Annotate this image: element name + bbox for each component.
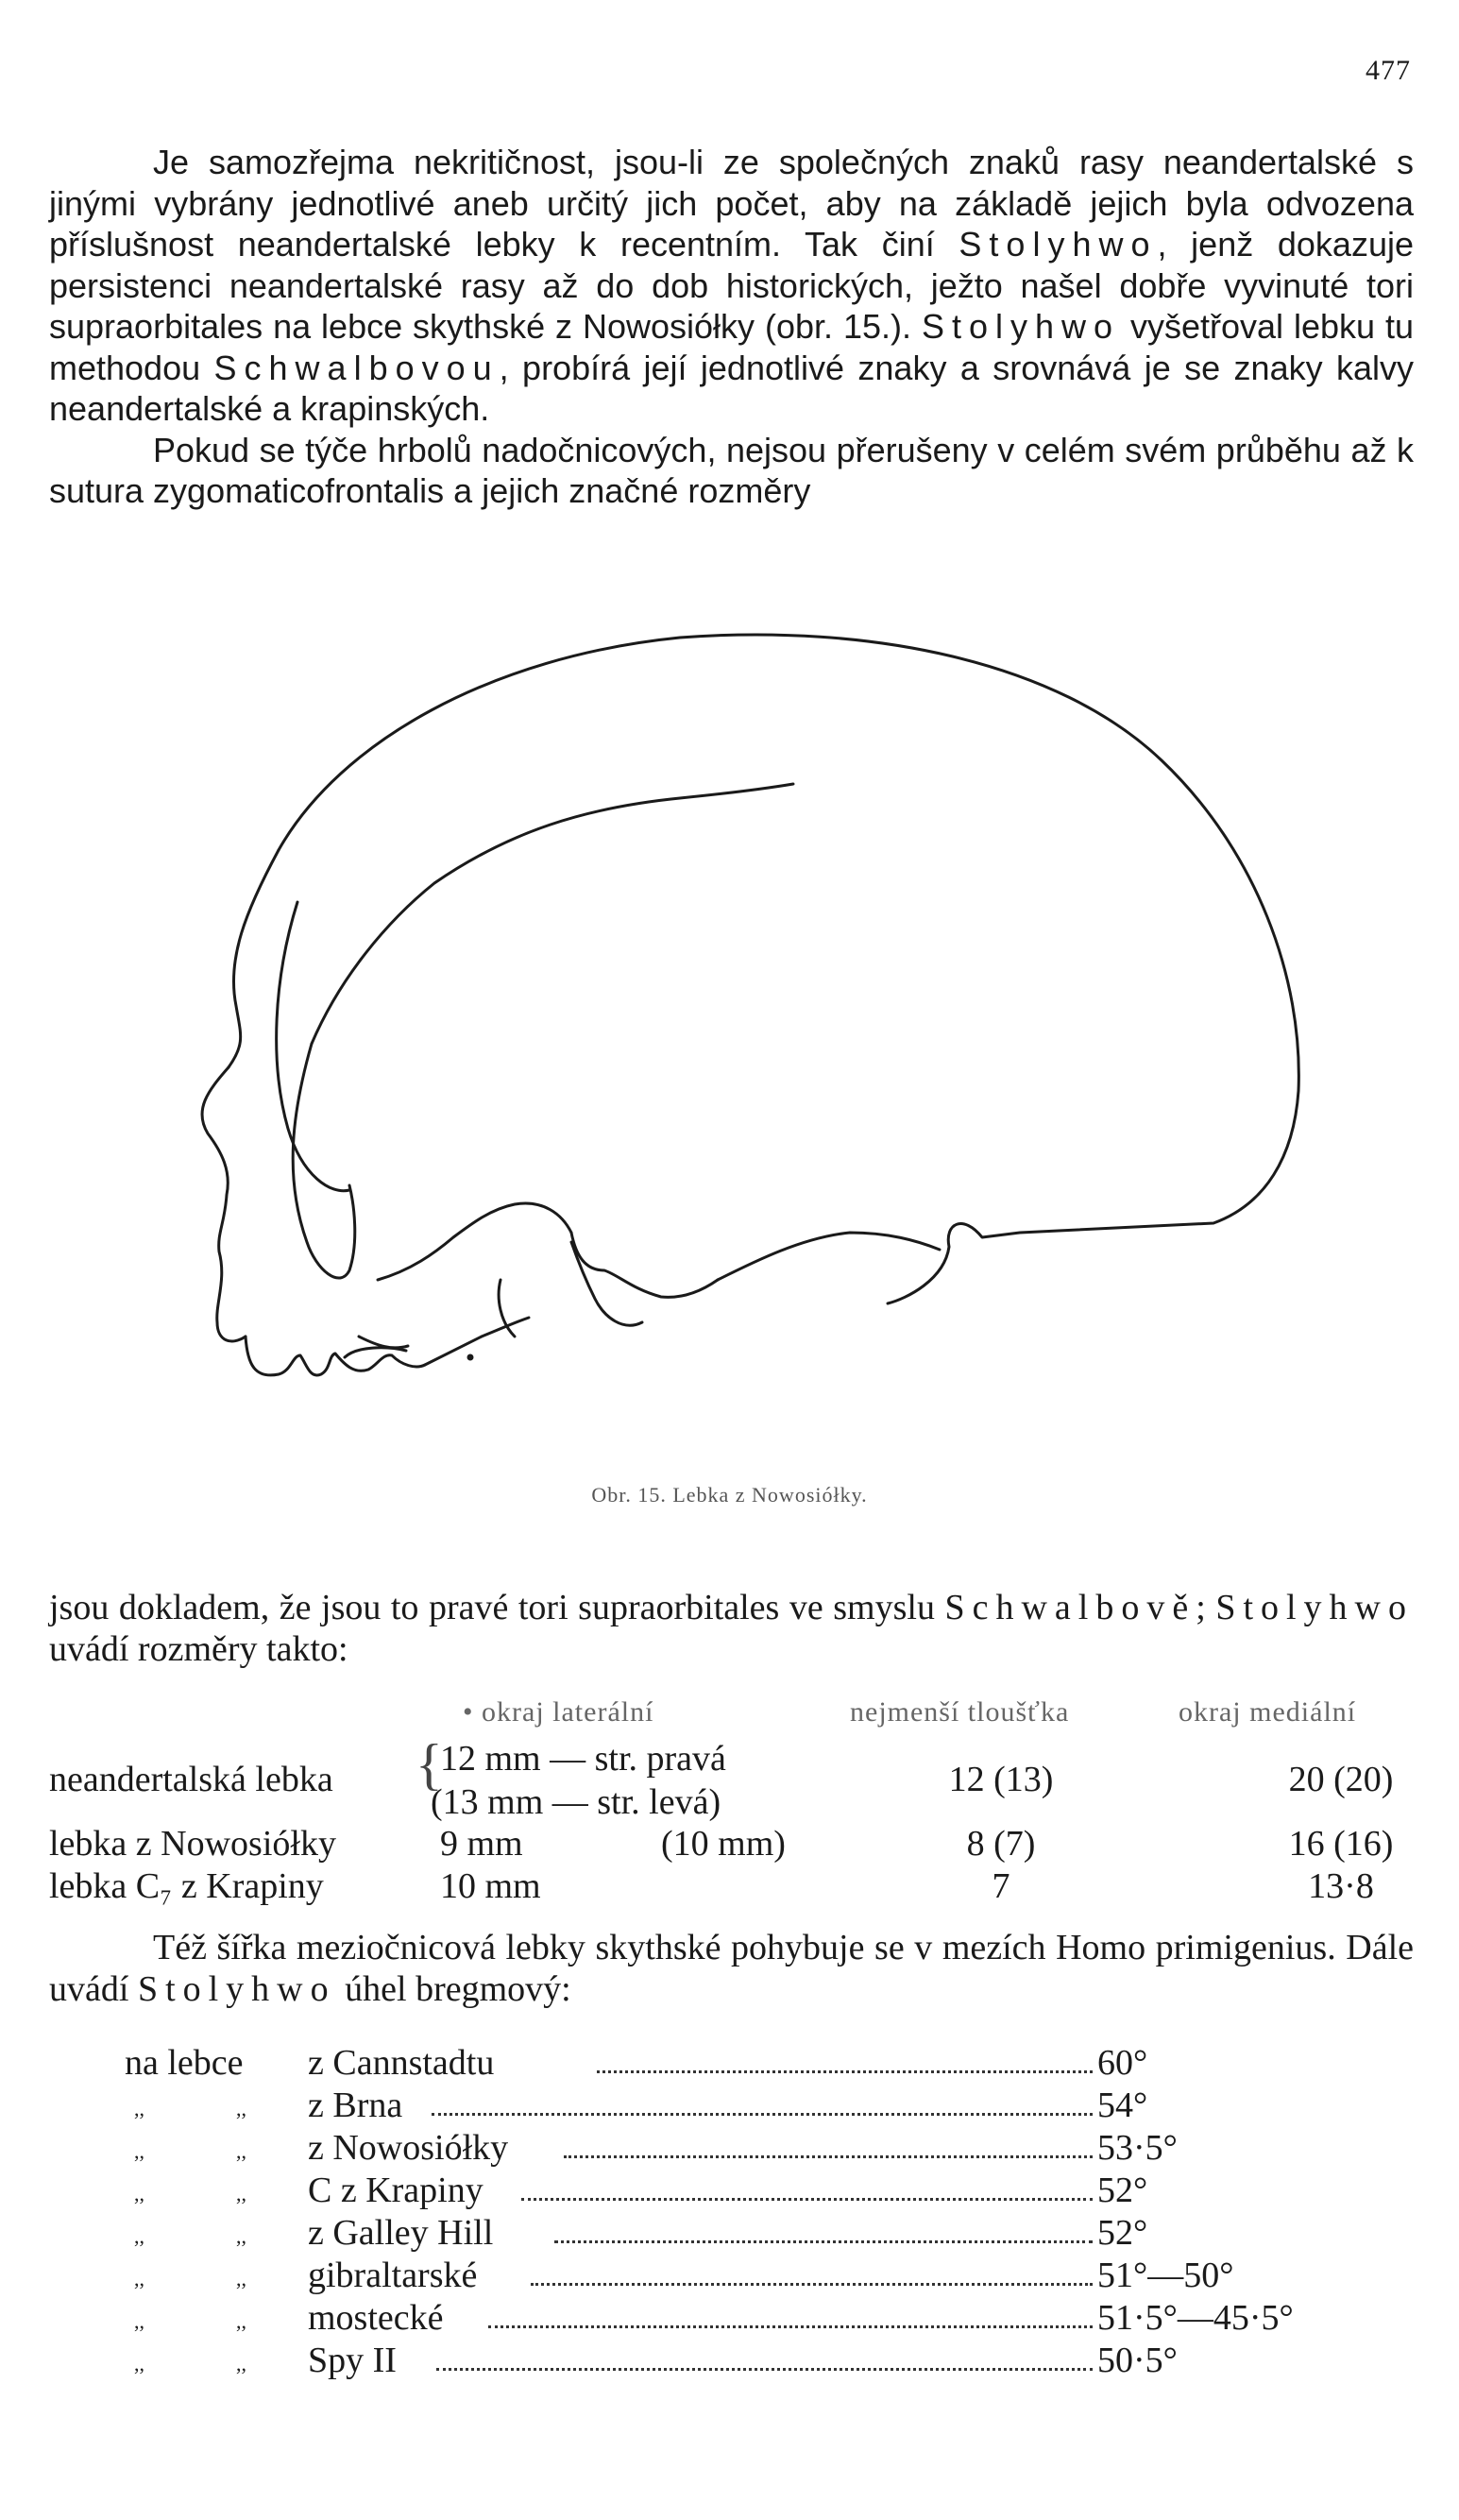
list-value: 51°—50° bbox=[1097, 2256, 1234, 2295]
maxilla-line bbox=[425, 1318, 529, 1365]
list-item bbox=[125, 2255, 1381, 2296]
text-run: , probírá její jednotlivé znaky a srovnává je se znaky kalvy neandertalské a krapinských. bbox=[49, 348, 1414, 428]
ditto-mark: ,, bbox=[236, 2182, 246, 2205]
list-label: mostecké bbox=[308, 2298, 444, 2338]
text-run: , jenž dokazuje persistenci neandertalské rasy až do dob historických, ježto našel dobře vyvinuté tori supraorbitales na lebce skythské z Nowosiółky (obr. 15.). bbox=[49, 225, 1414, 346]
leader-dots bbox=[564, 2155, 1093, 2158]
list-label: C z Krapiny bbox=[308, 2171, 484, 2210]
header-thickness: nejmenší tloušťka bbox=[850, 1696, 1070, 1728]
teeth-line bbox=[246, 1337, 425, 1375]
leader-dots bbox=[554, 2240, 1093, 2243]
list-item bbox=[125, 2340, 1381, 2381]
skull-figure bbox=[189, 619, 1322, 1450]
ditto-mark: ,, bbox=[236, 2267, 246, 2290]
thickness-value: 8 (7) bbox=[966, 1824, 1036, 1864]
ditto-mark: ,, bbox=[134, 2097, 144, 2120]
list-value: 60° bbox=[1097, 2043, 1148, 2083]
author-name: Stolyhwo bbox=[137, 1969, 336, 2009]
dot-mark bbox=[468, 1355, 472, 1359]
zygomatic-arch bbox=[378, 1203, 571, 1280]
medial-value: 20 (20) bbox=[1288, 1760, 1394, 1799]
text-run: Je samozřejma nekritičnost, jsou-li ze společných znaků rasy neandertalské s jinými vybrány jednotlivé aneb určitý jich počet, aby na základě jejich byla odvozena příslušnost neandertalské lebky k recentním. Tak činí bbox=[49, 143, 1414, 264]
text-run: ; bbox=[1196, 1588, 1216, 1627]
brace: { bbox=[416, 1733, 443, 1796]
thickness-value: 7 bbox=[992, 1866, 1010, 1906]
medial-value: 16 (16) bbox=[1288, 1824, 1394, 1864]
list-value: 52° bbox=[1097, 2213, 1148, 2253]
list-item bbox=[125, 2127, 1381, 2169]
author-name: Stolyhwo bbox=[921, 307, 1121, 346]
ditto-mark: ,, bbox=[134, 2267, 144, 2290]
list-item bbox=[125, 2297, 1381, 2339]
thickness-value: 12 (13) bbox=[948, 1760, 1054, 1799]
ditto-mark: ,, bbox=[236, 2139, 246, 2163]
ditto-mark: ,, bbox=[236, 2097, 246, 2120]
row-label: lebka z Nowosiółky bbox=[49, 1824, 336, 1864]
list-item bbox=[125, 2042, 1381, 2084]
ditto-mark: ,, bbox=[134, 2224, 144, 2248]
leader-dots bbox=[531, 2283, 1093, 2286]
leader-dots bbox=[432, 2113, 1093, 2116]
header-medial: okraj mediální bbox=[1179, 1696, 1357, 1728]
paragraph-3-text bbox=[49, 1927, 1414, 2010]
row-label: neandertalská lebka bbox=[49, 1760, 333, 1799]
leader-dots bbox=[521, 2198, 1093, 2201]
palate-detail bbox=[359, 1337, 408, 1348]
face-profile bbox=[202, 1067, 246, 1341]
text-run: vyšetřoval lebku tu methodou bbox=[49, 307, 1414, 387]
text-run: uvádí rozměry takto: bbox=[49, 1629, 348, 1669]
header-lateral-text: okraj laterální bbox=[482, 1696, 654, 1728]
paragraph-1a bbox=[49, 142, 1414, 430]
figure-caption: Obr. 15. Lebka z Nowosiółky. bbox=[591, 1483, 868, 1507]
lateral-value: 12 mm — str. pravá bbox=[440, 1739, 726, 1779]
author-name: Stolyhwo bbox=[959, 225, 1158, 264]
list-label: z Galley Hill bbox=[308, 2213, 494, 2253]
ditto-mark: ,, bbox=[134, 2352, 144, 2375]
medial-value: 13·8 bbox=[1308, 1866, 1374, 1906]
temporal-line bbox=[312, 784, 793, 1044]
list-item bbox=[125, 2085, 1381, 2126]
paragraph-2 bbox=[49, 1587, 1414, 1670]
list-label: gibraltarské bbox=[308, 2256, 478, 2295]
list-item bbox=[125, 2170, 1381, 2211]
list-label: z Nowosiółky bbox=[308, 2128, 509, 2168]
orbit-line bbox=[277, 902, 349, 1191]
text-run: jsou dokladem, že jsou to pravé tori supraorbitales ve smyslu bbox=[49, 1588, 945, 1627]
ditto-mark: ,, bbox=[134, 2309, 144, 2333]
list-value: 54° bbox=[1097, 2086, 1148, 2125]
ditto-mark: ,, bbox=[134, 2139, 144, 2163]
paragraph-1 bbox=[49, 142, 1414, 512]
author-name: Schwalbovou bbox=[213, 348, 500, 387]
lateral-value: 9 mm bbox=[440, 1824, 523, 1864]
paragraph-2-text bbox=[49, 1587, 1414, 1670]
frontal-line bbox=[229, 850, 279, 1067]
ditto-mark: ,, bbox=[134, 2182, 144, 2205]
list-value: 53·5° bbox=[1097, 2128, 1178, 2168]
skull-outline bbox=[279, 635, 1298, 1303]
text-run: Též šířka meziočnicová lebky skythské pohybuje se v mezích Homo primigenius. Dále uvádí bbox=[49, 1928, 1414, 2009]
ditto-mark: ,, bbox=[236, 2352, 246, 2375]
lateral-value: (13 mm — str. levá) bbox=[431, 1782, 721, 1822]
paragraph-1b: Pokud se týče hrbolů nadočnicových, nejsou přerušeny v celém svém průběhu až k sutura zygomaticofrontalis a jejich značné rozměry bbox=[49, 430, 1414, 510]
author-name: Schwalbově bbox=[944, 1588, 1196, 1627]
list-item bbox=[125, 2212, 1381, 2254]
leader-dots bbox=[597, 2070, 1093, 2073]
page-number: 477 bbox=[1366, 55, 1411, 86]
list-value: 52° bbox=[1097, 2171, 1148, 2210]
header-lateral: • okraj laterální bbox=[463, 1696, 654, 1728]
row-label: lebka C₇ z Krapiny bbox=[49, 1866, 324, 1906]
list-label: z Cannstadtu bbox=[308, 2043, 495, 2083]
ditto-mark: ,, bbox=[236, 2224, 246, 2248]
list-prefix: na lebce bbox=[125, 2043, 244, 2083]
author-name: Stolyhwo bbox=[1215, 1588, 1415, 1627]
lateral-value: (10 mm) bbox=[661, 1824, 786, 1864]
mastoid-line bbox=[571, 1233, 718, 1297]
list-label: Spy II bbox=[308, 2341, 397, 2380]
list-label: z Brna bbox=[308, 2086, 403, 2125]
list-value: 51·5°—45·5° bbox=[1097, 2298, 1294, 2338]
leader-dots bbox=[436, 2368, 1093, 2371]
leader-dots bbox=[488, 2325, 1093, 2328]
text-run: úhel bregmový: bbox=[335, 1969, 571, 2009]
occipital-base bbox=[718, 1233, 940, 1280]
list-value: 50·5° bbox=[1097, 2341, 1178, 2380]
ditto-mark: ,, bbox=[236, 2309, 246, 2333]
lateral-value: 10 mm bbox=[440, 1866, 541, 1906]
paragraph-3 bbox=[49, 1927, 1414, 2010]
